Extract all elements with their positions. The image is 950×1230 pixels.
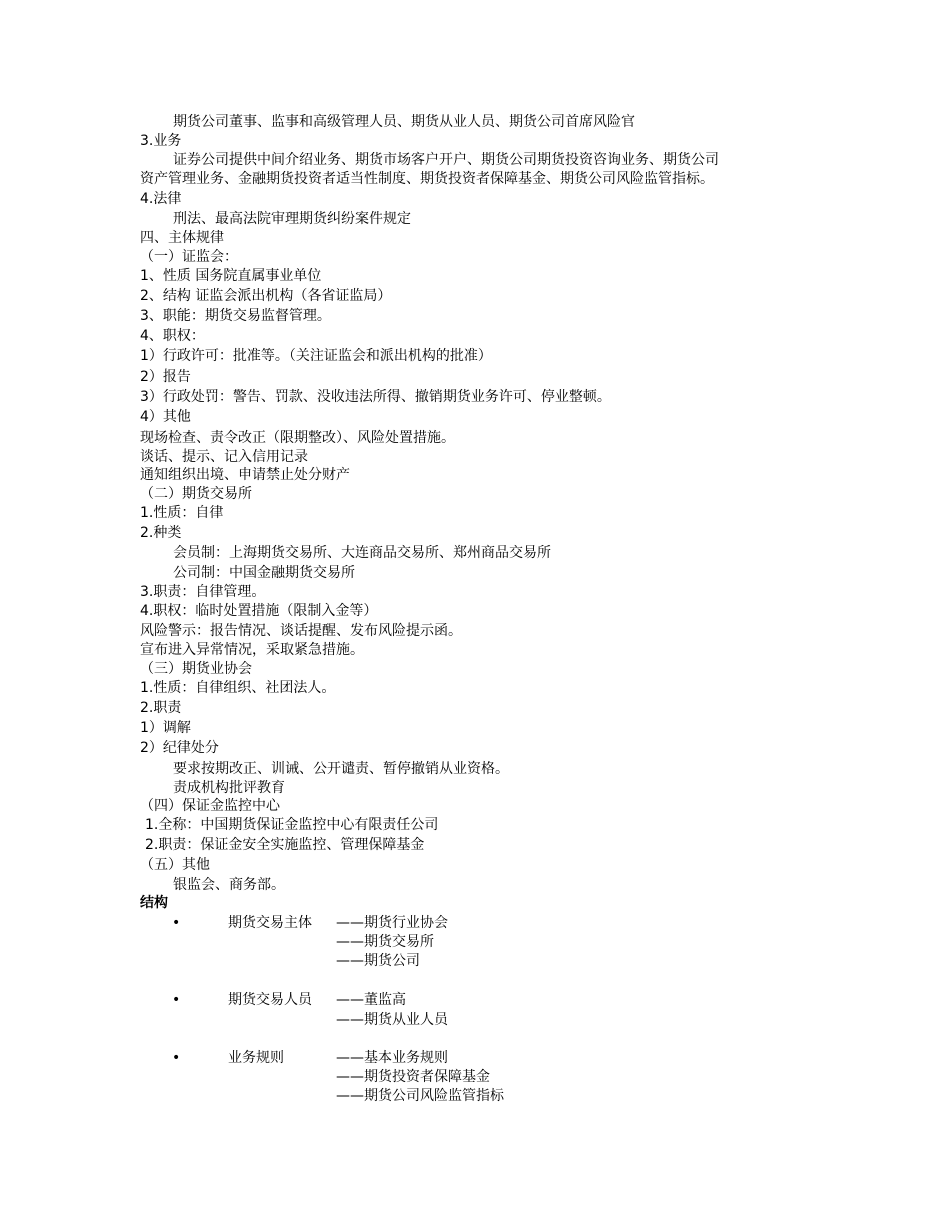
text-line: 2.职责：保证金安全实施监控、管理保障基金 <box>145 837 425 853</box>
text-line: 2.职责 <box>140 700 182 716</box>
text-line: 2、结构 证监会派出机构（各省证监局） <box>140 288 392 304</box>
structure-heading: 结构 <box>140 895 168 911</box>
structure-item: ——期货行业协会 <box>336 915 448 931</box>
structure-item: ——期货从业人员 <box>336 1012 448 1028</box>
text-line: 会员制：上海期货交易所、大连商品交易所、郑州商品交易所 <box>173 545 551 561</box>
structure-label: 期货交易主体 <box>228 915 312 931</box>
paragraph <box>140 151 820 189</box>
structure-item: ——董监高 <box>336 992 406 1008</box>
text-line: 谈话、提示、记入信用记录 <box>140 449 308 465</box>
text-line: 宣布进入异常情况，采取紧急措施。 <box>140 642 364 658</box>
structure-item: ——基本业务规则 <box>336 1050 448 1066</box>
text-line: 期货公司董事、监事和高级管理人员、期货从业人员、期货公司首席风险官 <box>173 114 635 130</box>
subsection-heading: （三）期货业协会 <box>140 661 252 677</box>
text-line: 3）行政处罚：警告、罚款、没收违法所得、撤销期货业务许可、停业整顿。 <box>140 389 611 405</box>
text-line: 资产管理业务、金融期货投资者适当性制度、期货投资者保障基金、期货公司风险监管指标。 <box>140 171 714 187</box>
text-line: 1.性质：自律 <box>140 505 224 521</box>
structure-item: ——期货公司风险监管指标 <box>336 1088 504 1104</box>
subsection-heading: （二）期货交易所 <box>140 486 252 502</box>
text-line: 银监会、商务部。 <box>173 877 285 893</box>
text-line: 1、性质 国务院直属事业单位 <box>140 268 322 284</box>
text-line: 4）其他 <box>140 409 191 425</box>
structure-label: 期货交易人员 <box>228 992 312 1008</box>
text-line: 风险警示：报告情况、谈话提醒、发布风险提示函。 <box>140 623 462 639</box>
section-heading: 四、主体规律 <box>140 230 224 246</box>
subsection-heading: （一）证监会： <box>140 249 238 265</box>
section-heading: 4.法律 <box>140 191 182 207</box>
subsection-heading: （四）保证金监控中心 <box>140 798 280 814</box>
text-line: 要求按期改正、训诫、公开谴责、暂停撤销从业资格。 <box>173 761 509 777</box>
text-line: 2）报告 <box>140 369 191 385</box>
text-line: 4、职权： <box>140 328 205 344</box>
text-line: 通知组织出境、申请禁止处分财产 <box>140 467 350 483</box>
text-line: 1）调解 <box>140 720 191 736</box>
section-heading: 3.业务 <box>140 133 182 149</box>
text-line: 2）纪律处分 <box>140 740 219 756</box>
text-line: 证券公司提供中间介绍业务、期货市场客户开户、期货公司期货投资咨询业务、期货公司 <box>173 152 719 168</box>
text-line: 3、职能：期货交易监督管理。 <box>140 308 331 324</box>
text-line: 2.种类 <box>140 525 182 541</box>
bullet-icon: • <box>172 1050 181 1066</box>
structure-item: ——期货公司 <box>336 953 420 969</box>
text-line: 3.职责：自律管理。 <box>140 584 266 600</box>
text-line: 4.职权：临时处置措施（限制入金等） <box>140 603 378 619</box>
subsection-heading: （五）其他 <box>140 857 210 873</box>
text-line: 1.全称：中国期货保证金监控中心有限责任公司 <box>145 817 439 833</box>
bullet-icon: • <box>172 992 181 1008</box>
text-line: 刑法、最高法院审理期货纠纷案件规定 <box>173 211 411 227</box>
text-line: 责成机构批评教育 <box>173 780 285 796</box>
text-line: 1.性质：自律组织、社团法人。 <box>140 680 336 696</box>
structure-label: 业务规则 <box>228 1050 284 1066</box>
structure-item: ——期货交易所 <box>336 934 434 950</box>
text-line: 1）行政许可：批准等。（关注证监会和派出机构的批准） <box>140 348 492 364</box>
text-line: 公司制：中国金融期货交易所 <box>173 565 355 581</box>
text-line: 现场检查、责令改正（限期整改）、风险处置措施。 <box>140 430 455 446</box>
bullet-icon: • <box>172 915 181 931</box>
structure-item: ——期货投资者保障基金 <box>336 1069 490 1085</box>
